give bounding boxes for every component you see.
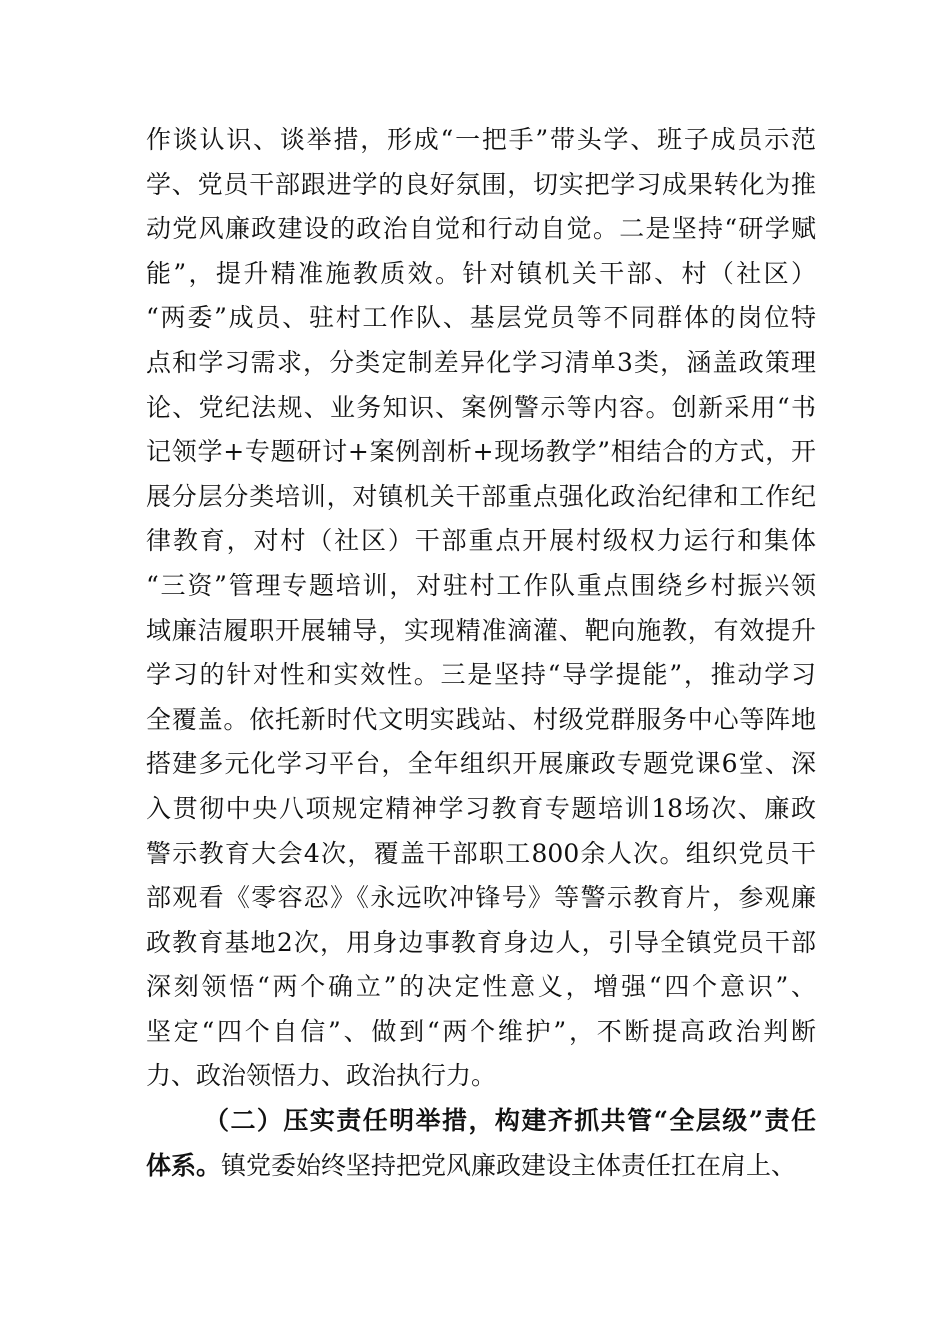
section-heading-tail: 体系。 bbox=[146, 1150, 222, 1180]
body-text bbox=[146, 118, 816, 1188]
text-line-15: 搭建多元化学习平台，全年组织开展廉政专题党课6堂、深 bbox=[146, 749, 816, 779]
text-line-4: 能”，提升精准施教质效。针对镇机关干部、村（社区） bbox=[146, 258, 816, 288]
text-line-16: 入贯彻中央八项规定精神学习教育专题培训18场次、廉政 bbox=[146, 793, 816, 823]
text-line-3: 动党风廉政建设的政治自觉和行动自觉。二是坚持“研学赋 bbox=[146, 214, 816, 244]
text-line-8: 记领学+专题研讨+案例剖析+现场教学”相结合的方式，开 bbox=[146, 437, 816, 467]
text-line-11: “三资”管理专题培训，对驻村工作队重点围绕乡村振兴领 bbox=[146, 570, 816, 600]
section-heading: （二）压实责任明举措，构建齐抓共管“全层级”责任 bbox=[204, 1106, 816, 1136]
text-line-2: 学、党员干部跟进学的良好氛围，切实把学习成果转化为推 bbox=[146, 169, 816, 199]
text-line-10: 律教育，对村（社区）干部重点开展村级权力运行和集体 bbox=[146, 526, 816, 556]
text-line-6: 点和学习需求，分类定制差异化学习清单3类，涵盖政策理 bbox=[146, 347, 816, 377]
section-heading-continuation bbox=[146, 1144, 816, 1189]
text-line-17: 警示教育大会4次，覆盖干部职工800余人次。组织党员干 bbox=[146, 838, 816, 868]
text-line-1: 作谈认识、谈举措，形成“一把手”带头学、班子成员示范 bbox=[146, 125, 816, 154]
text-line-7: 论、党纪法规、业务知识、案例警示等内容。创新采用“书 bbox=[146, 392, 816, 422]
text-line-21: 坚定“四个自信”、做到“两个维护”，不断提高政治判断 bbox=[146, 1016, 816, 1046]
section-body-start: 镇党委始终坚持把党风廉政建设主体责任扛在肩上、 bbox=[221, 1150, 797, 1180]
text-line-19: 政教育基地2次，用身边事教育身边人，引导全镇党员干部 bbox=[146, 927, 816, 957]
text-line-5: “两委”成员、驻村工作队、基层党员等不同群体的岗位特 bbox=[146, 303, 816, 333]
text-line-18: 部观看《零容忍》《永远吹冲锋号》等警示教育片，参观廉 bbox=[146, 883, 816, 913]
text-line-14: 全覆盖。依托新时代文明实践站、村级党群服务中心等阵地 bbox=[146, 704, 816, 734]
text-line-9: 展分层分类培训，对镇机关干部重点强化政治纪律和工作纪 bbox=[146, 481, 816, 511]
text-line-20: 深刻领悟“两个确立”的决定性意义，增强“四个意识”、 bbox=[146, 972, 816, 1002]
text-line-13: 学习的针对性和实效性。三是坚持“导学提能”，推动学习 bbox=[146, 660, 816, 690]
text-line-12: 域廉洁履职开展辅导，实现精准滴灌、靶向施教，有效提升 bbox=[146, 615, 816, 645]
text-line-22: 力、政治领悟力、政治执行力。 bbox=[146, 1061, 497, 1091]
